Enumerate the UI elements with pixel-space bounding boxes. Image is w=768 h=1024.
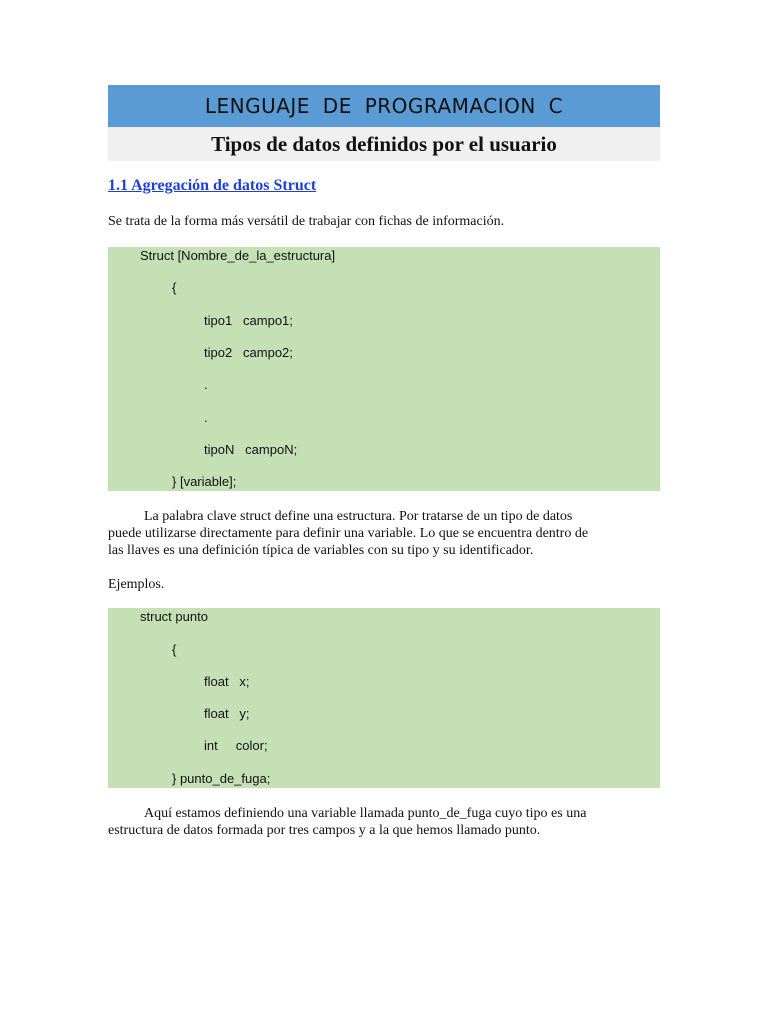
code-line: {: [172, 642, 177, 657]
paragraph-line: estructura de datos formada por tres campos y a la que hemos llamado punto.: [108, 823, 541, 838]
code-line: int color;: [204, 738, 268, 753]
intro-paragraph: Se trata de la forma más versátil de trabajar con fichas de información.: [108, 214, 505, 229]
code-line: .: [204, 410, 208, 425]
struct-description-paragraph: [108, 508, 668, 559]
code-line: struct punto: [140, 609, 208, 624]
example-explanation-paragraph: [108, 805, 668, 839]
paragraph-line: las llaves es una definición típica de variables con su tipo y su identificador.: [108, 543, 534, 558]
code-block-struct-example: [108, 608, 660, 788]
page-title: LENGUAJE DE PROGRAMACION C: [204, 94, 564, 118]
subtitle-bar: [108, 127, 660, 161]
code-block-struct-syntax: [108, 247, 660, 491]
code-line: Struct [Nombre_de_la_estructura]: [140, 248, 336, 263]
paragraph-line: La palabra clave struct define una estructura. Por tratarse de un tipo de datos: [144, 509, 573, 524]
examples-label: Ejemplos.: [108, 577, 165, 592]
code-line: } punto_de_fuga;: [172, 771, 271, 786]
code-line: tipoN campoN;: [204, 442, 298, 457]
code-line: tipo1 campo1;: [204, 313, 293, 328]
code-line: float y;: [204, 706, 250, 721]
paragraph-line: Aquí estamos definiendo una variable llamada punto_de_fuga cuyo tipo es una: [144, 806, 587, 821]
code-line: } [variable];: [172, 474, 237, 489]
code-line: .: [204, 377, 208, 392]
section-heading-link[interactable]: 1.1 Agregación de datos Struct: [108, 177, 317, 194]
page-subtitle: Tipos de datos definidos por el usuario: [211, 131, 557, 156]
code-line: tipo2 campo2;: [204, 345, 293, 360]
title-banner: [108, 85, 660, 127]
code-line: {: [172, 280, 177, 295]
paragraph-line: puede utilizarse directamente para definir una variable. Lo que se encuentra dentro de: [108, 526, 589, 541]
code-line: float x;: [204, 674, 250, 689]
